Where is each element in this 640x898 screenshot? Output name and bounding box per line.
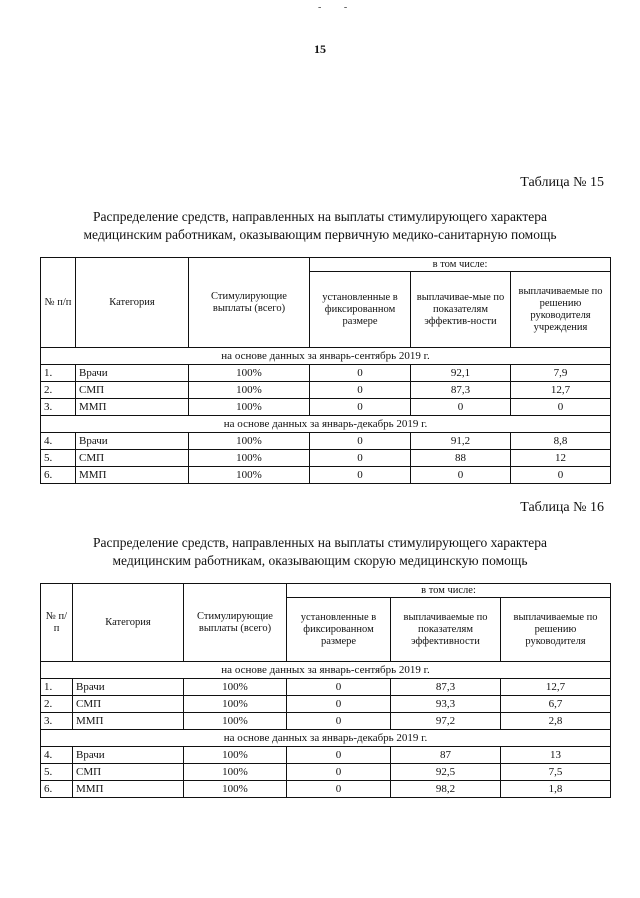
row-num: 1. — [41, 365, 76, 382]
row-total: 100% — [184, 764, 287, 781]
row-category: ММП — [76, 467, 189, 484]
row-decision: 0 — [511, 467, 611, 484]
table16-header-total: Стимулирующие выплаты (всего) — [184, 584, 287, 662]
row-decision: 6,7 — [501, 696, 611, 713]
row-total: 100% — [184, 696, 287, 713]
row-fixed: 0 — [287, 781, 391, 798]
table15-caption-line1: Распределение средств, направленных на выплаты стимулирующего характера — [93, 209, 547, 224]
row-performance: 98,2 — [391, 781, 501, 798]
table-row — [41, 747, 611, 764]
table-row — [41, 399, 611, 416]
row-decision: 12,7 — [501, 679, 611, 696]
table16-label: Таблица № 16 — [520, 500, 604, 515]
row-total: 100% — [189, 467, 310, 484]
table-row — [41, 696, 611, 713]
table15 — [40, 257, 611, 484]
row-num: 6. — [41, 467, 76, 484]
row-fixed: 0 — [287, 764, 391, 781]
row-performance: 92,1 — [411, 365, 511, 382]
row-category: ММП — [76, 399, 189, 416]
table-row — [41, 467, 611, 484]
row-category: Врачи — [76, 433, 189, 450]
table16-group-title: на основе данных за январь-сентябрь 2019 г. — [41, 662, 611, 679]
table15-label: Таблица № 15 — [520, 175, 604, 190]
row-category: СМП — [73, 764, 184, 781]
row-category: ММП — [73, 781, 184, 798]
row-num: 1. — [41, 679, 73, 696]
row-fixed: 0 — [310, 399, 411, 416]
row-fixed: 0 — [287, 696, 391, 713]
table15-header-total: Стимулирующие выплаты (всего) — [189, 258, 310, 348]
row-fixed: 0 — [310, 467, 411, 484]
table15-header-category: Категория — [76, 258, 189, 348]
row-total: 100% — [184, 713, 287, 730]
row-decision: 12 — [511, 450, 611, 467]
table16-caption-line2: медицинским работникам, оказывающим скорую медицинскую помощь — [112, 553, 528, 568]
row-performance: 88 — [411, 450, 511, 467]
row-performance: 0 — [411, 399, 511, 416]
row-total: 100% — [184, 747, 287, 764]
row-num: 4. — [41, 433, 76, 450]
row-total: 100% — [189, 450, 310, 467]
table15-caption-line2: медицинским работникам, оказывающим первичную медико-санитарную помощь — [83, 227, 557, 242]
row-category: Врачи — [73, 747, 184, 764]
row-num: 2. — [41, 382, 76, 399]
row-total: 100% — [184, 781, 287, 798]
row-fixed: 0 — [287, 713, 391, 730]
row-fixed: 0 — [310, 450, 411, 467]
row-decision: 12,7 — [511, 382, 611, 399]
row-decision: 2,8 — [501, 713, 611, 730]
row-total: 100% — [184, 679, 287, 696]
table16-header-fixed: установленные в фиксированном размере — [287, 598, 391, 662]
row-num: 3. — [41, 713, 73, 730]
table15-group-title: на основе данных за январь-сентябрь 2019 г. — [41, 348, 611, 365]
table-row — [41, 433, 611, 450]
row-category: ММП — [73, 713, 184, 730]
row-performance: 93,3 — [391, 696, 501, 713]
table16-header-performance: выплачиваемые по показателям эффективности — [391, 598, 501, 662]
table-row — [41, 781, 611, 798]
row-fixed: 0 — [287, 747, 391, 764]
table15-header-including: в том числе: — [310, 258, 611, 272]
row-num: 2. — [41, 696, 73, 713]
table15-caption — [0, 208, 640, 244]
row-category: Врачи — [73, 679, 184, 696]
row-total: 100% — [189, 382, 310, 399]
page-top-marks: - - — [318, 2, 358, 13]
row-performance: 87,3 — [391, 679, 501, 696]
table15-group-title: на основе данных за январь-декабрь 2019 г. — [41, 416, 611, 433]
table16 — [40, 583, 611, 798]
row-decision: 13 — [501, 747, 611, 764]
row-decision: 1,8 — [501, 781, 611, 798]
table15-header-num: № п/п — [41, 258, 76, 348]
row-category: Врачи — [76, 365, 189, 382]
table15-header-performance: выплачивае-мые по показателям эффектив-ности — [411, 272, 511, 348]
table-row — [41, 713, 611, 730]
row-category: СМП — [73, 696, 184, 713]
row-performance: 97,2 — [391, 713, 501, 730]
page-number: 15 — [314, 42, 326, 56]
table16-header-decision: выплачиваемые по решению руководителя — [501, 598, 611, 662]
row-decision: 7,5 — [501, 764, 611, 781]
row-num: 6. — [41, 781, 73, 798]
table-row — [41, 382, 611, 399]
row-decision: 8,8 — [511, 433, 611, 450]
table-row — [41, 450, 611, 467]
row-total: 100% — [189, 433, 310, 450]
row-num: 5. — [41, 450, 76, 467]
row-fixed: 0 — [287, 679, 391, 696]
row-num: 3. — [41, 399, 76, 416]
row-decision: 7,9 — [511, 365, 611, 382]
row-category: СМП — [76, 382, 189, 399]
row-decision: 0 — [511, 399, 611, 416]
row-num: 4. — [41, 747, 73, 764]
row-performance: 87,3 — [411, 382, 511, 399]
row-fixed: 0 — [310, 433, 411, 450]
row-fixed: 0 — [310, 365, 411, 382]
table15-header-fixed: установленные в фиксированном размере — [310, 272, 411, 348]
table16-header-category: Категория — [73, 584, 184, 662]
table16-header-including: в том числе: — [287, 584, 611, 598]
table16-group-title: на основе данных за январь-декабрь 2019 г. — [41, 730, 611, 747]
row-num: 5. — [41, 764, 73, 781]
table15-header-decision: выплачиваемые по решению руководителя учреждения — [511, 272, 611, 348]
row-total: 100% — [189, 365, 310, 382]
table-row — [41, 764, 611, 781]
table16-caption — [0, 534, 640, 570]
row-performance: 91,2 — [411, 433, 511, 450]
row-performance: 92,5 — [391, 764, 501, 781]
table-row — [41, 365, 611, 382]
row-performance: 0 — [411, 467, 511, 484]
table16-caption-line1: Распределение средств, направленных на выплаты стимулирующего характера — [93, 535, 547, 550]
row-performance: 87 — [391, 747, 501, 764]
row-category: СМП — [76, 450, 189, 467]
table-row — [41, 679, 611, 696]
row-total: 100% — [189, 399, 310, 416]
row-fixed: 0 — [310, 382, 411, 399]
table16-header-num: № п/п — [41, 584, 73, 662]
